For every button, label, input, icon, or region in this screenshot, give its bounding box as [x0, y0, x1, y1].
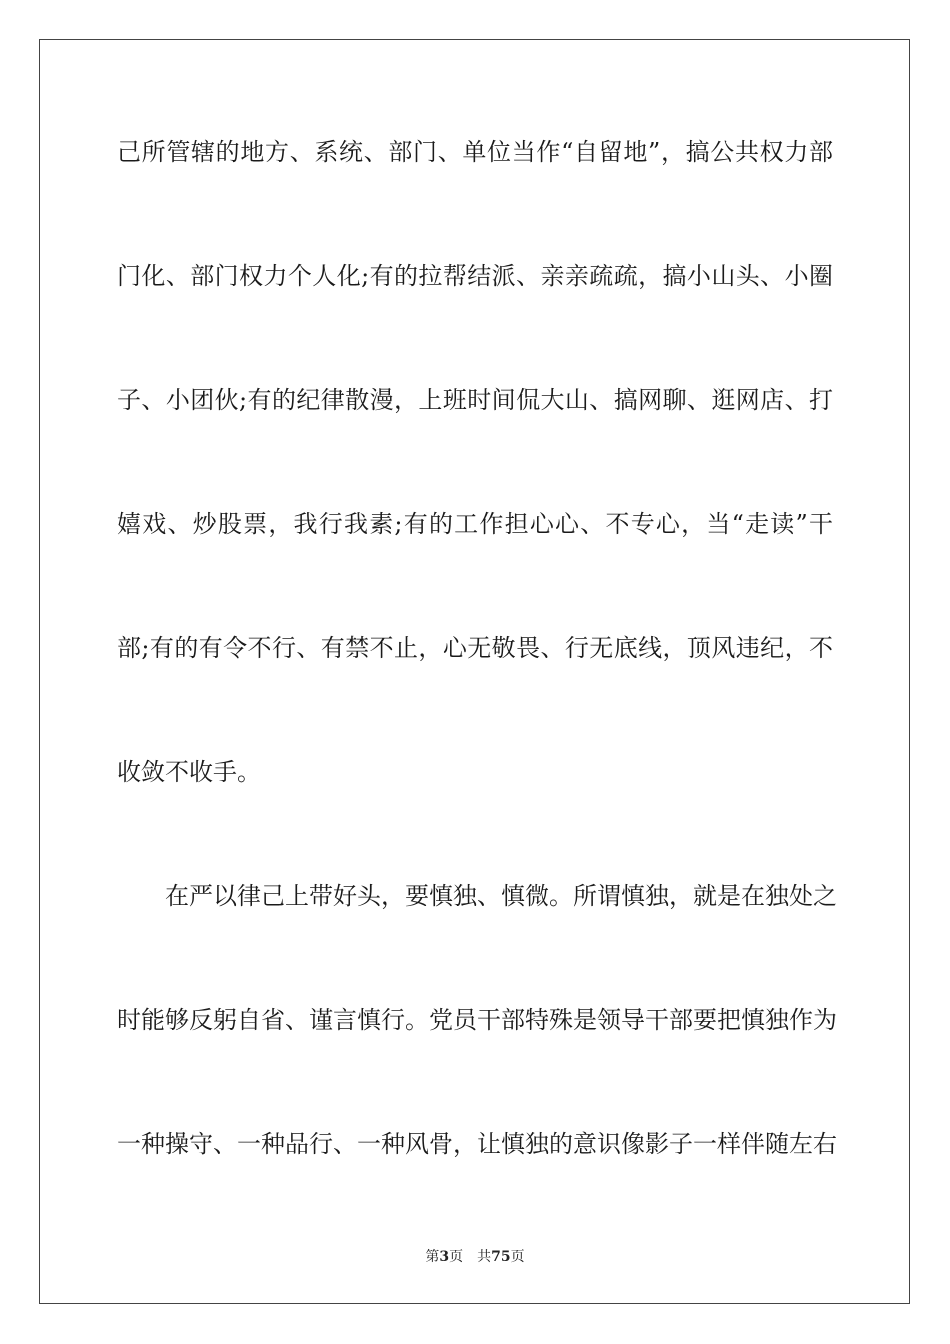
- body-line-6: 收敛不收手。: [117, 758, 261, 786]
- total-suffix: 页: [510, 1249, 525, 1265]
- page-suffix: 页: [449, 1249, 464, 1265]
- body-line-2: 门化、部门权力个人化;有的拉帮结派、亲亲疏疏，搞小山头、小圈: [117, 262, 833, 290]
- body-line-1: 己所管辖的地方、系统、部门、单位当作“自留地”，搞公共权力部: [117, 138, 833, 166]
- page-border: [39, 39, 910, 1304]
- total-prefix: 共: [477, 1249, 492, 1265]
- body-line-4: 嬉戏、炒股票，我行我素;有的工作担心心、不专心，当“走读”干: [117, 510, 833, 538]
- body-line-5: 部;有的有令不行、有禁不止，心无敬畏、行无底线，顶风违纪，不: [117, 634, 833, 662]
- page-footer: [0, 1248, 950, 1266]
- page-number: 3: [439, 1249, 450, 1265]
- total-pages: 75: [491, 1249, 511, 1265]
- body-line-3: 子、小团伙;有的纪律散漫，上班时间侃大山、搞网聊、逛网店、打: [117, 386, 833, 414]
- body-line-9: 一种操守、一种品行、一种风骨，让慎独的意识像影子一样伴随左右: [117, 1130, 837, 1158]
- body-line-7: 在严以律己上带好头，要慎独、慎微。所谓慎独，就是在独处之: [165, 882, 837, 910]
- body-line-8: 时能够反躬自省、谨言慎行。党员干部特殊是领导干部要把慎独作为: [117, 1006, 837, 1034]
- page-prefix: 第: [425, 1249, 440, 1265]
